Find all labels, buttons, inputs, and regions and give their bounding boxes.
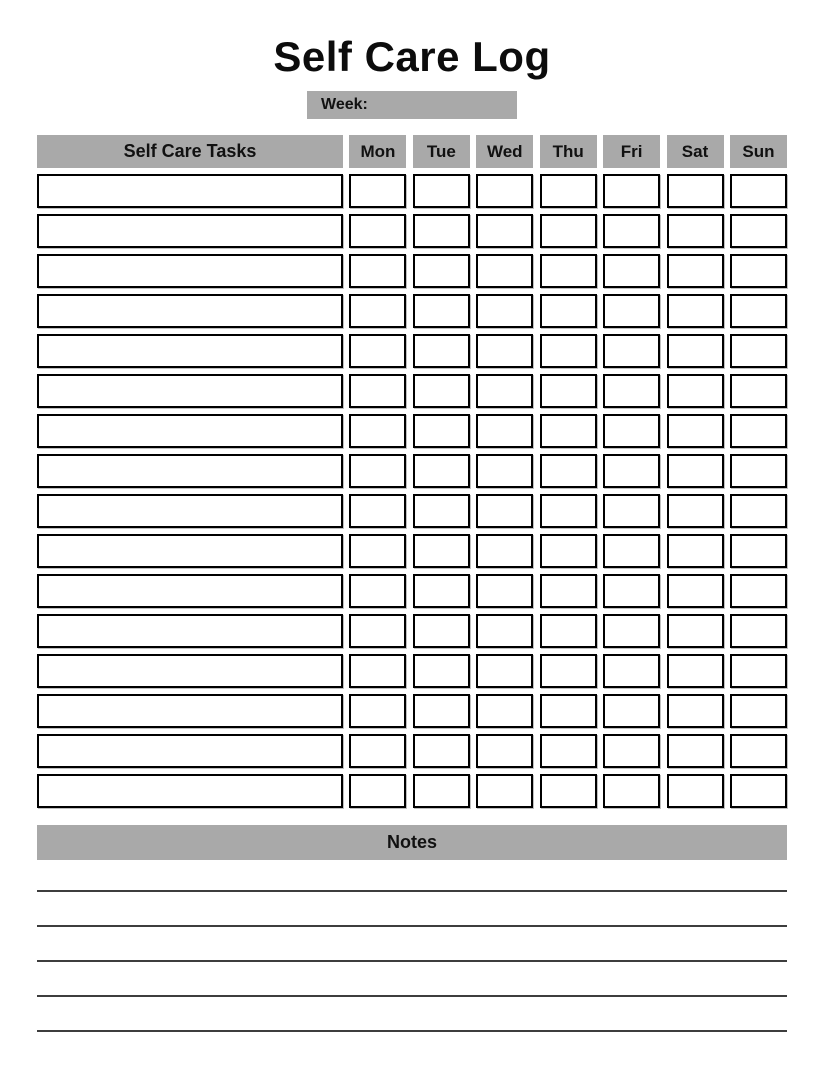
checkbox-wed-row11[interactable]: [476, 574, 533, 608]
checkbox-sat-row1[interactable]: [667, 174, 724, 208]
checkbox-sat-row10[interactable]: [667, 534, 724, 568]
checkbox-sun-row1[interactable]: [730, 174, 787, 208]
notes-area: [37, 890, 787, 1032]
day-header-tue: Tue: [413, 135, 470, 168]
checkbox-mon-row3[interactable]: [349, 254, 406, 288]
checkbox-wed-row13[interactable]: [476, 654, 533, 688]
day-header-thu: Thu: [540, 135, 597, 168]
day-header-sun: Sun: [730, 135, 787, 168]
table-row: [37, 174, 787, 208]
checkbox-fri-row3[interactable]: [603, 254, 660, 288]
checkbox-sun-row9[interactable]: [730, 494, 787, 528]
checkbox-sun-row13[interactable]: [730, 654, 787, 688]
task-input-cell-row4[interactable]: [37, 294, 343, 328]
table-row: [37, 414, 787, 448]
checkbox-tue-row2[interactable]: [413, 214, 470, 248]
checkbox-thu-row3[interactable]: [540, 254, 597, 288]
table-row: [37, 534, 787, 568]
table-row: [37, 774, 787, 808]
checkbox-fri-row6[interactable]: [603, 374, 660, 408]
checkbox-tue-row9[interactable]: [413, 494, 470, 528]
task-input-cell-row15[interactable]: [37, 734, 343, 768]
checkbox-thu-row12[interactable]: [540, 614, 597, 648]
checkbox-sat-row7[interactable]: [667, 414, 724, 448]
checkbox-thu-row7[interactable]: [540, 414, 597, 448]
checkbox-tue-row14[interactable]: [413, 694, 470, 728]
self-care-log-page: [37, 0, 787, 1080]
checkbox-sat-row5[interactable]: [667, 334, 724, 368]
checkbox-wed-row16[interactable]: [476, 774, 533, 808]
checkbox-sun-row15[interactable]: [730, 734, 787, 768]
checkbox-thu-row15[interactable]: [540, 734, 597, 768]
checkbox-fri-row12[interactable]: [603, 614, 660, 648]
checkbox-wed-row7[interactable]: [476, 414, 533, 448]
checkbox-fri-row11[interactable]: [603, 574, 660, 608]
task-column-header: Self Care Tasks: [37, 135, 343, 168]
checkbox-sun-row14[interactable]: [730, 694, 787, 728]
checkbox-fri-row1[interactable]: [603, 174, 660, 208]
table-row: [37, 294, 787, 328]
checkbox-thu-row5[interactable]: [540, 334, 597, 368]
notes-line-3[interactable]: [37, 960, 787, 962]
checkbox-sun-row11[interactable]: [730, 574, 787, 608]
checkbox-sun-row16[interactable]: [730, 774, 787, 808]
task-input-cell-row5[interactable]: [37, 334, 343, 368]
task-input-cell-row9[interactable]: [37, 494, 343, 528]
checkbox-wed-row5[interactable]: [476, 334, 533, 368]
page-title: Self Care Log: [273, 33, 551, 80]
task-input-cell-row10[interactable]: [37, 534, 343, 568]
notes-header: Notes: [37, 825, 787, 860]
checkbox-fri-row2[interactable]: [603, 214, 660, 248]
checkbox-wed-row12[interactable]: [476, 614, 533, 648]
checkbox-tue-row7[interactable]: [413, 414, 470, 448]
checkbox-wed-row10[interactable]: [476, 534, 533, 568]
checkbox-sat-row11[interactable]: [667, 574, 724, 608]
checkbox-thu-row9[interactable]: [540, 494, 597, 528]
table-header-row: [37, 135, 787, 168]
table-row: [37, 734, 787, 768]
checkbox-tue-row15[interactable]: [413, 734, 470, 768]
checkbox-mon-row8[interactable]: [349, 454, 406, 488]
checkbox-tue-row3[interactable]: [413, 254, 470, 288]
checkbox-fri-row13[interactable]: [603, 654, 660, 688]
checkbox-mon-row16[interactable]: [349, 774, 406, 808]
table-row: [37, 614, 787, 648]
checkbox-sun-row10[interactable]: [730, 534, 787, 568]
checkbox-mon-row12[interactable]: [349, 614, 406, 648]
checkbox-sat-row12[interactable]: [667, 614, 724, 648]
checkbox-sun-row7[interactable]: [730, 414, 787, 448]
checkbox-fri-row15[interactable]: [603, 734, 660, 768]
table-row: [37, 694, 787, 728]
checkbox-fri-row4[interactable]: [603, 294, 660, 328]
checkbox-wed-row6[interactable]: [476, 374, 533, 408]
task-input-cell-row11[interactable]: [37, 574, 343, 608]
task-input-cell-row16[interactable]: [37, 774, 343, 808]
checkbox-wed-row9[interactable]: [476, 494, 533, 528]
checkbox-mon-row2[interactable]: [349, 214, 406, 248]
checkbox-wed-row8[interactable]: [476, 454, 533, 488]
week-value-input[interactable]: [368, 91, 517, 119]
checkbox-mon-row5[interactable]: [349, 334, 406, 368]
checkbox-sun-row8[interactable]: [730, 454, 787, 488]
day-header-wed: Wed: [476, 135, 533, 168]
checkbox-sat-row6[interactable]: [667, 374, 724, 408]
day-header-mon: Mon: [349, 135, 406, 168]
checkbox-tue-row12[interactable]: [413, 614, 470, 648]
checkbox-wed-row2[interactable]: [476, 214, 533, 248]
checkbox-thu-row6[interactable]: [540, 374, 597, 408]
checkbox-sun-row12[interactable]: [730, 614, 787, 648]
checkbox-sat-row8[interactable]: [667, 454, 724, 488]
checkbox-sat-row14[interactable]: [667, 694, 724, 728]
checkbox-sun-row5[interactable]: [730, 334, 787, 368]
checkbox-mon-row9[interactable]: [349, 494, 406, 528]
checkbox-tue-row11[interactable]: [413, 574, 470, 608]
table-row: [37, 254, 787, 288]
checkbox-tue-row13[interactable]: [413, 654, 470, 688]
checkbox-sun-row2[interactable]: [730, 214, 787, 248]
checkbox-tue-row6[interactable]: [413, 374, 470, 408]
task-input-cell-row1[interactable]: [37, 174, 343, 208]
checkbox-mon-row4[interactable]: [349, 294, 406, 328]
task-input-cell-row8[interactable]: [37, 454, 343, 488]
checkbox-mon-row13[interactable]: [349, 654, 406, 688]
checkbox-sun-row4[interactable]: [730, 294, 787, 328]
task-input-cell-row2[interactable]: [37, 214, 343, 248]
table-body: [37, 174, 787, 808]
task-input-cell-row7[interactable]: [37, 414, 343, 448]
table-row: [37, 494, 787, 528]
self-care-table: [37, 135, 787, 808]
checkbox-thu-row14[interactable]: [540, 694, 597, 728]
checkbox-sat-row16[interactable]: [667, 774, 724, 808]
checkbox-wed-row4[interactable]: [476, 294, 533, 328]
notes-line-1[interactable]: [37, 890, 787, 892]
checkbox-tue-row1[interactable]: [413, 174, 470, 208]
checkbox-mon-row11[interactable]: [349, 574, 406, 608]
checkbox-mon-row10[interactable]: [349, 534, 406, 568]
checkbox-fri-row10[interactable]: [603, 534, 660, 568]
table-row: [37, 374, 787, 408]
checkbox-mon-row7[interactable]: [349, 414, 406, 448]
checkbox-fri-row8[interactable]: [603, 454, 660, 488]
week-field: [307, 91, 517, 119]
checkbox-sat-row3[interactable]: [667, 254, 724, 288]
checkbox-sat-row2[interactable]: [667, 214, 724, 248]
checkbox-tue-row5[interactable]: [413, 334, 470, 368]
checkbox-thu-row2[interactable]: [540, 214, 597, 248]
checkbox-wed-row15[interactable]: [476, 734, 533, 768]
checkbox-sat-row15[interactable]: [667, 734, 724, 768]
task-input-cell-row6[interactable]: [37, 374, 343, 408]
task-input-cell-row13[interactable]: [37, 654, 343, 688]
checkbox-sun-row3[interactable]: [730, 254, 787, 288]
checkbox-sun-row6[interactable]: [730, 374, 787, 408]
table-row: [37, 214, 787, 248]
notes-line-4[interactable]: [37, 995, 787, 997]
day-header-fri: Fri: [603, 135, 660, 168]
checkbox-thu-row4[interactable]: [540, 294, 597, 328]
task-input-cell-row14[interactable]: [37, 694, 343, 728]
checkbox-wed-row3[interactable]: [476, 254, 533, 288]
checkbox-thu-row16[interactable]: [540, 774, 597, 808]
checkbox-wed-row1[interactable]: [476, 174, 533, 208]
checkbox-tue-row16[interactable]: [413, 774, 470, 808]
checkbox-thu-row10[interactable]: [540, 534, 597, 568]
checkbox-sat-row13[interactable]: [667, 654, 724, 688]
table-row: [37, 654, 787, 688]
checkbox-fri-row9[interactable]: [603, 494, 660, 528]
checkbox-mon-row14[interactable]: [349, 694, 406, 728]
checkbox-fri-row5[interactable]: [603, 334, 660, 368]
checkbox-thu-row11[interactable]: [540, 574, 597, 608]
checkbox-mon-row15[interactable]: [349, 734, 406, 768]
checkbox-wed-row14[interactable]: [476, 694, 533, 728]
checkbox-fri-row16[interactable]: [603, 774, 660, 808]
task-input-cell-row3[interactable]: [37, 254, 343, 288]
table-row: [37, 574, 787, 608]
checkbox-tue-row10[interactable]: [413, 534, 470, 568]
checkbox-sat-row4[interactable]: [667, 294, 724, 328]
checkbox-sat-row9[interactable]: [667, 494, 724, 528]
checkbox-tue-row8[interactable]: [413, 454, 470, 488]
checkbox-mon-row6[interactable]: [349, 374, 406, 408]
checkbox-thu-row13[interactable]: [540, 654, 597, 688]
checkbox-thu-row8[interactable]: [540, 454, 597, 488]
table-row: [37, 334, 787, 368]
task-input-cell-row12[interactable]: [37, 614, 343, 648]
notes-line-2[interactable]: [37, 925, 787, 927]
notes-line-5[interactable]: [37, 1030, 787, 1032]
checkbox-fri-row14[interactable]: [603, 694, 660, 728]
checkbox-thu-row1[interactable]: [540, 174, 597, 208]
checkbox-tue-row4[interactable]: [413, 294, 470, 328]
table-row: [37, 454, 787, 488]
checkbox-fri-row7[interactable]: [603, 414, 660, 448]
week-label: Week:: [321, 96, 368, 114]
day-header-sat: Sat: [667, 135, 724, 168]
checkbox-mon-row1[interactable]: [349, 174, 406, 208]
